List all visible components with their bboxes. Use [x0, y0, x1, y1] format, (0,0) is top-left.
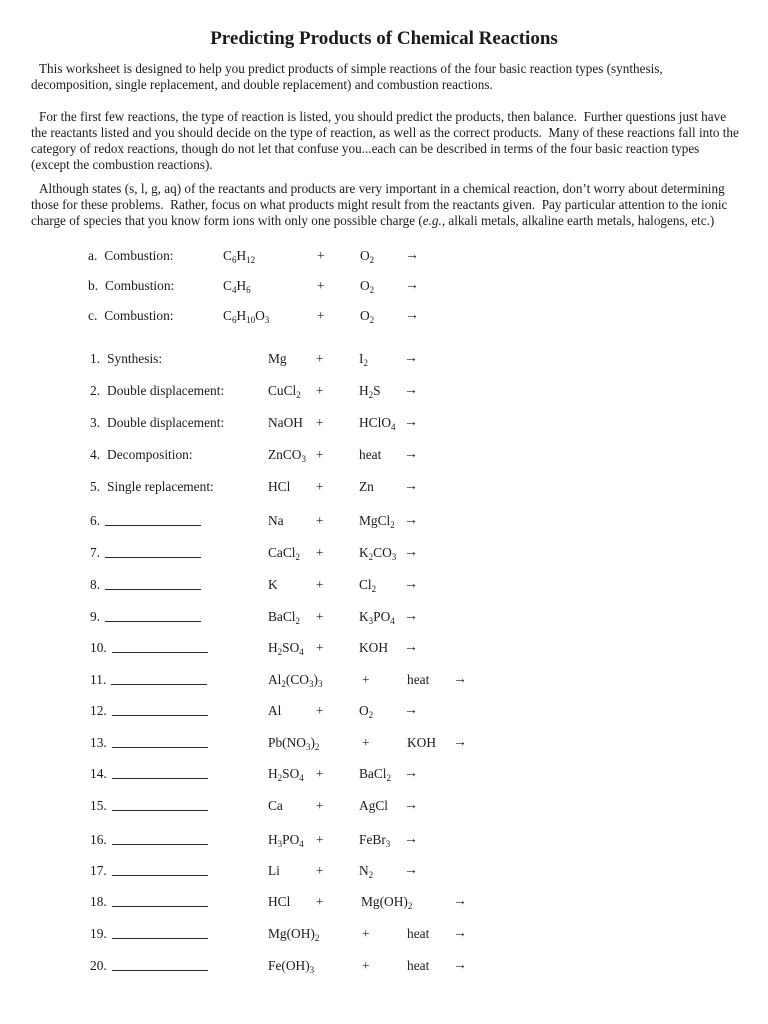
reactant-1-formula: ZnCO$_3$	[268, 447, 306, 464]
reactant-2-formula: $O_2$	[360, 248, 375, 265]
reaction-label	[88, 278, 174, 294]
reaction-row	[0, 766, 768, 784]
reactant-2-formula: MgCl$_2$	[359, 513, 395, 530]
reaction-label	[90, 415, 224, 431]
reaction-label	[90, 672, 207, 688]
reaction-arrow: →	[453, 958, 467, 973]
reactant-2-formula: $H_2S$	[359, 383, 381, 400]
plus-sign: +	[316, 894, 324, 909]
reaction-arrow: →	[405, 248, 419, 263]
reactant-2-formula: KOH	[407, 735, 437, 750]
reaction-label	[90, 609, 201, 625]
reaction-number: 14.	[90, 766, 107, 781]
reaction-arrow: →	[404, 545, 418, 560]
intro-paragraph-1: This worksheet is designed to help you predict products of simple reactions of the four basic reaction types (synthesis, decomposition, single replacement, and double replacement) and combustion reactions.	[31, 61, 666, 92]
answer-blank	[112, 648, 208, 653]
reaction-number: 8.	[90, 577, 101, 592]
reaction-arrow: →	[404, 798, 418, 813]
page-title: Predicting Products of Chemical Reactions	[210, 28, 558, 49]
reaction-number: 5.	[90, 479, 101, 494]
reaction-number: 20.	[90, 958, 107, 973]
reactant-2-formula: $O_2$	[359, 703, 374, 720]
reaction-number: 19.	[90, 926, 107, 941]
reaction-label	[90, 351, 162, 367]
plus-sign: +	[316, 798, 324, 813]
reaction-row	[0, 545, 768, 563]
reaction-label	[90, 545, 201, 561]
reactant-1-formula: $Al_2(CO_3)_3$	[268, 672, 323, 689]
reaction-arrow: →	[404, 479, 418, 494]
reaction-arrow: →	[404, 513, 418, 528]
reactant-1-formula: NaOH	[268, 415, 303, 430]
reactant-1-formula: $Mg(OH)_2$	[268, 926, 320, 943]
reactant-2-formula: Zn	[359, 479, 374, 494]
reactant-2-formula: $Cl_2$	[359, 577, 377, 594]
reaction-number: 6.	[90, 513, 101, 528]
paragraph-3-italic-eg: e.g.	[422, 213, 442, 228]
reactant-1-formula: CaCl$_2$	[268, 545, 301, 562]
reaction-row	[0, 577, 768, 595]
reaction-type: Combustion:	[104, 308, 174, 323]
reaction-type: Synthesis:	[107, 351, 163, 366]
reaction-number: 17.	[90, 863, 107, 878]
reactant-1-formula: CuCl$_2$	[268, 383, 301, 400]
reaction-row	[0, 308, 768, 326]
reaction-number: 16.	[90, 832, 107, 847]
reaction-number: 4.	[90, 447, 101, 462]
reaction-label	[88, 248, 174, 264]
plus-sign: +	[316, 703, 324, 718]
reaction-row	[0, 926, 768, 944]
reaction-number: 13.	[90, 735, 107, 750]
answer-blank	[112, 711, 208, 716]
reaction-row	[0, 609, 768, 627]
reaction-type: Decomposition:	[107, 447, 193, 462]
plus-sign: +	[316, 513, 324, 528]
reactant-1-formula: HCl	[268, 894, 291, 909]
reaction-number: 1.	[90, 351, 101, 366]
reactant-2-formula: heat	[407, 926, 430, 941]
reaction-label	[90, 798, 208, 814]
answer-blank	[112, 743, 208, 748]
reactant-2-formula: FeBr$_3$	[359, 832, 391, 849]
answer-blank	[105, 617, 201, 622]
reaction-label	[90, 832, 208, 848]
reaction-arrow: →	[404, 640, 418, 655]
plus-sign: +	[316, 766, 324, 781]
reaction-type: Combustion:	[105, 278, 175, 293]
plus-sign: +	[316, 383, 324, 398]
reaction-row	[0, 832, 768, 850]
reaction-arrow: →	[453, 926, 467, 941]
reactant-1-formula: Mg	[268, 351, 287, 366]
plus-sign: +	[316, 415, 324, 430]
reactant-1-formula: $C_4H_6$	[223, 278, 251, 295]
plus-sign: +	[317, 308, 325, 323]
plus-sign: +	[362, 735, 370, 750]
reaction-arrow: →	[404, 383, 418, 398]
reactant-2-formula: $N_2$	[359, 863, 374, 880]
plus-sign: +	[316, 863, 324, 878]
answer-blank	[112, 902, 208, 907]
reaction-type: Double displacement:	[107, 415, 225, 430]
reaction-arrow: →	[404, 766, 418, 781]
reaction-label	[88, 308, 174, 324]
reaction-number: 3.	[90, 415, 101, 430]
reaction-row	[0, 735, 768, 753]
reaction-row	[0, 703, 768, 721]
reactant-1-formula: Ca	[268, 798, 283, 813]
reaction-label	[90, 958, 208, 974]
reactant-2-formula: heat	[359, 447, 382, 462]
reaction-row	[0, 447, 768, 465]
reaction-label	[90, 863, 208, 879]
reaction-number: 15.	[90, 798, 107, 813]
reaction-type: Single replacement:	[107, 479, 214, 494]
reaction-arrow: →	[405, 308, 419, 323]
reaction-row	[0, 798, 768, 816]
reaction-number: 2.	[90, 383, 101, 398]
plus-sign: +	[316, 351, 324, 366]
reactant-1-formula: $H_2SO_4$	[268, 640, 304, 657]
reactant-1-formula: $H_2SO_4$	[268, 766, 304, 783]
reaction-row	[0, 383, 768, 401]
reaction-type: Combustion:	[104, 248, 174, 263]
reaction-arrow: →	[453, 894, 467, 909]
reactant-2-formula: $O_2$	[360, 278, 375, 295]
plus-sign: +	[362, 958, 370, 973]
reaction-label	[90, 513, 201, 529]
answer-blank	[112, 871, 208, 876]
plus-sign: +	[362, 926, 370, 941]
reaction-type: Double displacement:	[107, 383, 225, 398]
reactant-2-formula: heat	[407, 672, 430, 687]
reaction-label	[90, 735, 208, 751]
reaction-label	[90, 383, 224, 399]
plus-sign: +	[316, 640, 324, 655]
reactant-2-formula: HClO$_4$	[359, 415, 396, 432]
reaction-row	[0, 351, 768, 369]
reactant-2-formula: $K_3PO_4$	[359, 609, 395, 626]
plus-sign: +	[316, 545, 324, 560]
plus-sign: +	[317, 248, 325, 263]
reactant-2-formula: $Mg(OH)_2$	[361, 894, 413, 911]
reactant-2-formula: heat	[407, 958, 430, 973]
reaction-label	[90, 447, 193, 463]
answer-blank	[105, 585, 201, 590]
reaction-number: c.	[88, 308, 98, 323]
reactant-2-formula: $I_2$	[359, 351, 368, 368]
reactant-1-formula: HCl	[268, 479, 291, 494]
reaction-label	[90, 479, 214, 495]
reaction-number: 9.	[90, 609, 101, 624]
reaction-arrow: →	[404, 832, 418, 847]
reactant-1-formula: Na	[268, 513, 284, 528]
answer-blank	[111, 680, 207, 685]
reactant-1-formula: BaCl$_2$	[268, 609, 301, 626]
plus-sign: +	[317, 278, 325, 293]
plus-sign: +	[316, 447, 324, 462]
paragraph-3-text: Although states (s, l, g, aq) of the reactants and products are very important in a chemical reaction, don’t worry about determining those for these problems. Rather, focus on what products might result from the reactants given. Pay particular attention to the ionic charge of species that you know form ions with only one possible charge (	[31, 181, 731, 228]
reactant-2-formula: BaCl$_2$	[359, 766, 392, 783]
reaction-arrow: →	[404, 863, 418, 878]
plus-sign: +	[362, 672, 370, 687]
intro-paragraph-2: For the first few reactions, the type of reaction is listed, you should predict the products, then balance. Further questions just have the reactants listed and you should decide on the type of reaction, as well as the correct products. Many of these reactions fall into the category of redox reactions, though do not let that confuse you...each can be described in terms of the four basic reaction types (except the combustion reactions).	[31, 109, 743, 172]
intro-paragraph-3	[31, 181, 739, 229]
reactant-1-formula: K	[268, 577, 278, 592]
reaction-number: 12.	[90, 703, 107, 718]
reactant-1-formula: Al	[268, 703, 282, 718]
answer-blank	[105, 521, 201, 526]
reactant-1-formula: $C_6H_{12}$	[223, 248, 256, 265]
reactant-2-formula: AgCl	[359, 798, 389, 813]
reaction-arrow: →	[404, 703, 418, 718]
answer-blank	[112, 840, 208, 845]
reaction-arrow: →	[405, 278, 419, 293]
reaction-row	[0, 415, 768, 433]
reaction-number: a.	[88, 248, 98, 263]
reaction-number: b.	[88, 278, 99, 293]
reaction-label	[90, 766, 208, 782]
reaction-label	[90, 703, 208, 719]
reaction-number: 11.	[90, 672, 107, 687]
reaction-row	[0, 248, 768, 266]
answer-blank	[112, 806, 208, 811]
reaction-arrow: →	[404, 577, 418, 592]
reaction-label	[90, 926, 208, 942]
plus-sign: +	[316, 479, 324, 494]
reaction-row	[0, 863, 768, 881]
answer-blank	[112, 934, 208, 939]
answer-blank	[105, 553, 201, 558]
reaction-number: 10.	[90, 640, 107, 655]
reaction-row	[0, 479, 768, 497]
reactant-2-formula: KOH	[359, 640, 389, 655]
reaction-arrow: →	[453, 735, 467, 750]
reactant-1-formula: $H_3PO_4$	[268, 832, 304, 849]
reaction-arrow: →	[404, 351, 418, 366]
plus-sign: +	[316, 832, 324, 847]
paragraph-3-text-end: , alkali metals, alkaline earth metals, halogens, etc.)	[441, 213, 715, 228]
reaction-number: 7.	[90, 545, 101, 560]
reaction-number: 18.	[90, 894, 107, 909]
reaction-row	[0, 640, 768, 658]
reaction-row	[0, 958, 768, 976]
reactant-2-formula: $O_2$	[360, 308, 375, 325]
reaction-label	[90, 894, 208, 910]
answer-blank	[112, 966, 208, 971]
reactant-2-formula: $K_2CO_3$	[359, 545, 397, 562]
plus-sign: +	[316, 609, 324, 624]
reaction-row	[0, 278, 768, 296]
reactant-1-formula: $Pb(NO_3)_2$	[268, 735, 320, 752]
reaction-arrow: →	[453, 672, 467, 687]
reaction-label	[90, 640, 208, 656]
reaction-arrow: →	[404, 447, 418, 462]
answer-blank	[112, 774, 208, 779]
reaction-row	[0, 513, 768, 531]
plus-sign: +	[316, 577, 324, 592]
reaction-arrow: →	[404, 609, 418, 624]
reactant-1-formula: $Fe(OH)_3$	[268, 958, 315, 975]
reactant-1-formula: Li	[268, 863, 280, 878]
reactant-1-formula: $C_6H_{10}O_3$	[223, 308, 270, 325]
reaction-row	[0, 672, 768, 690]
reaction-row	[0, 894, 768, 912]
reaction-label	[90, 577, 201, 593]
reaction-arrow: →	[404, 415, 418, 430]
